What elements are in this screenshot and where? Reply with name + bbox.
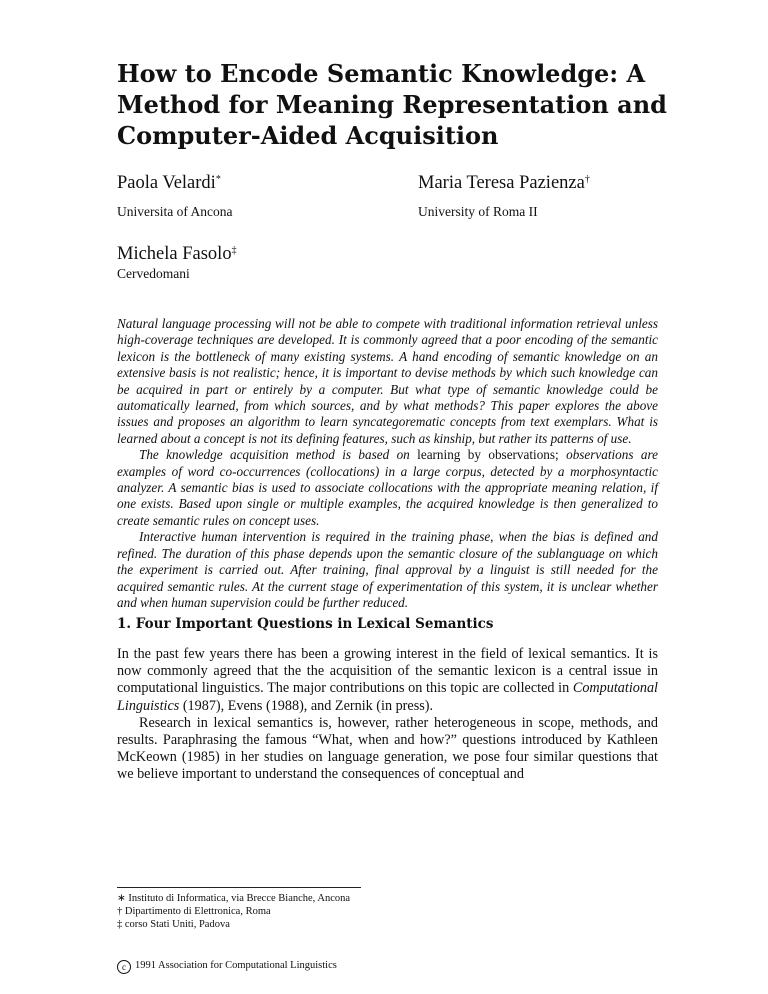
author-affiliation: University of Roma II bbox=[418, 204, 538, 219]
footnote: ‡ corso Stati Uniti, Padova bbox=[117, 919, 230, 930]
author-name: Maria Teresa Pazienza† bbox=[418, 173, 590, 193]
body-text bbox=[117, 646, 658, 784]
title-line: Computer-Aided Acquisition bbox=[117, 121, 499, 150]
section-heading: 1. Four Important Questions in Lexical Semantics bbox=[117, 616, 494, 632]
footnote-mark: * bbox=[215, 174, 221, 185]
abstract-paragraph: The knowledge acquisition method is based on learning by observations; observations are examples of word co-occurrences (collocations) in a large corpus, detected by a morphosyntactic analyzer. A semantic bias is used to associate collocations with the appropriate meaning relation, if one exists. Based upon single or multiple examples, the acquired knowledge is then generalized to create semantic rules on concept uses. bbox=[117, 447, 658, 528]
footnote-mark: † bbox=[584, 174, 590, 185]
title-line: How to Encode Semantic Knowledge: A bbox=[117, 59, 646, 88]
title-line: Method for Meaning Representation and bbox=[117, 90, 667, 119]
author-affiliation: Universita of Ancona bbox=[117, 204, 233, 219]
footnote: ∗ Instituto di Informatica, via Brecce Bianche, Ancona bbox=[117, 893, 351, 904]
copyright-text: 1991 Association for Computational Linguistics bbox=[135, 960, 337, 971]
author-name: Michela Fasolo‡ bbox=[117, 244, 237, 264]
footnotes bbox=[117, 892, 517, 931]
footnote: † Dipartimento di Elettronica, Roma bbox=[117, 906, 271, 917]
footnote-divider bbox=[117, 887, 361, 888]
footnote-mark: ‡ bbox=[231, 245, 237, 256]
copyright-icon: c bbox=[117, 960, 131, 974]
paper-title bbox=[117, 58, 677, 151]
author-affiliation: Cervedomani bbox=[117, 266, 190, 281]
abstract-roman-phrase: learning by observations; bbox=[417, 447, 559, 463]
journal-name: Computational Linguistics bbox=[117, 680, 658, 714]
copyright-notice bbox=[117, 959, 337, 974]
body-paragraph: Research in lexical semantics is, however, rather heterogeneous in scope, methods, and results. Paraphrasing the famous “What, when and how?” questions introduced by Kathleen McKeown (1985) in her studies on language generation, we pose four similar questions that we believe important to understand the consequences of conceptual and bbox=[117, 714, 658, 783]
author-name: Paola Velardi* bbox=[117, 173, 221, 193]
abstract bbox=[117, 316, 658, 611]
body-paragraph: In the past few years there has been a growing interest in the field of lexical semantics. It is now commonly agreed that the the acquisition of the semantic lexicon is a central issue in computational linguistics. The major contributions on this topic are collected in Computational Linguistics (1987), Evens (1988), and Zernik (in press). bbox=[117, 646, 658, 714]
abstract-paragraph: Interactive human intervention is required in the training phase, when the bias is defined and refined. The duration of this phase depends upon the semantic closure of the sublanguage on which the experiment is carried out. After training, final approval by a linguist is still needed for the acquired semantic rules. At the current stage of experimentation of this system, it is unclear whether and when human supervision could be further reduced. bbox=[117, 529, 658, 610]
abstract-paragraph: Natural language processing will not be able to compete with traditional information retrieval unless high-coverage techniques are developed. It is commonly agreed that a poor encoding of the semantic lexicon is the bottleneck of many existing systems. A hand encoding of semantic knowledge on an extensive basis is not realistic; hence, it is important to devise methods by which such knowledge can be acquired in part or entirely by a computer. But what type of semantic knowledge could be automatically learned, from which sources, and by what methods? This paper explores the above issues and proposes an algorithm to learn syncategorematic concepts from text exemplars. What is learned about a concept is not its defining features, such as kinship, but rather its patterns of use. bbox=[117, 316, 658, 446]
